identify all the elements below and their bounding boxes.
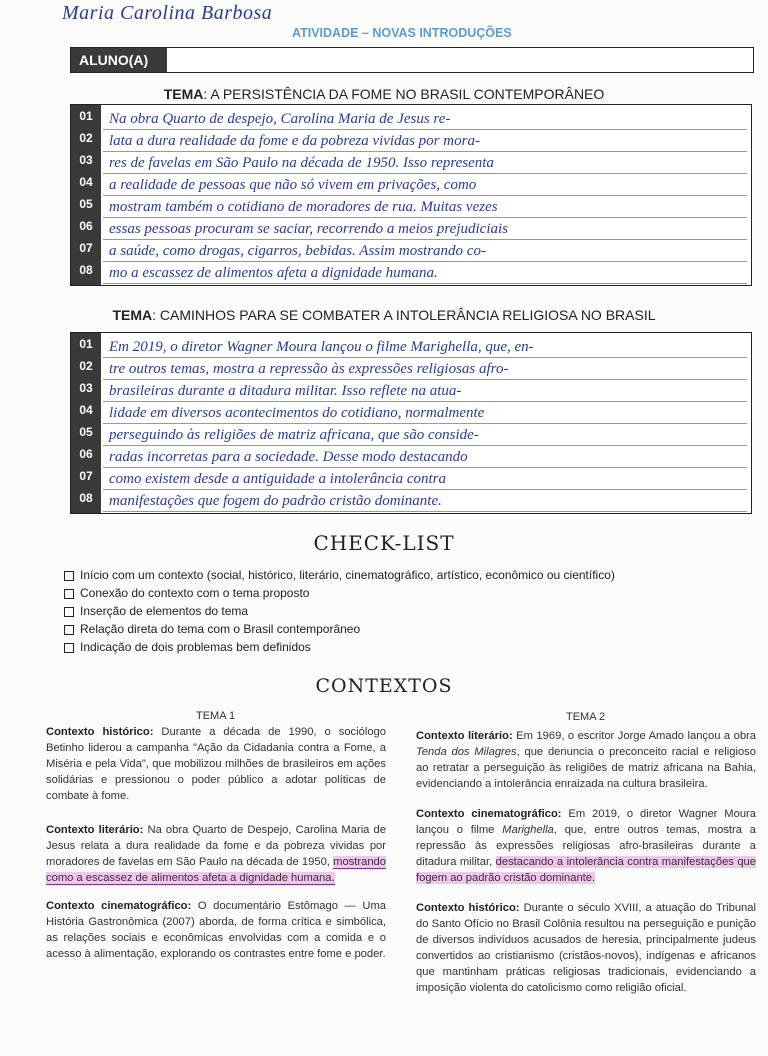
tema1-writing-area[interactable] <box>70 104 752 286</box>
tema1-line: essas pessoas procuram se saciar, recorrendo a meios prejudiciais <box>103 217 747 240</box>
line-number: 01 <box>79 337 93 351</box>
tema2-line: radas incorretas para a sociedade. Desse modo destacando <box>103 445 747 468</box>
tema1-literary-context <box>46 822 386 886</box>
tema2-writing-area[interactable] <box>70 332 752 514</box>
highlighted-text: destacando a intolerância contra manifestações que fogem ao padrão cristão dominante. <box>416 856 756 884</box>
tema2-line-numbers <box>71 333 101 513</box>
line-number: 03 <box>79 381 93 395</box>
activity-title: ATIVIDADE – NOVAS INTRODUÇÕES <box>292 26 512 40</box>
tema2-line: lidade em diversos acontecimentos do cotidiano, normalmente <box>103 401 747 424</box>
checklist-item-label: Relação direta do tema com o Brasil contemporâneo <box>80 622 361 636</box>
context-text: Em 2019, o diretor Wagner Moura lançou o filme <box>416 808 756 836</box>
tema2-line: manifestações que fogem do padrão cristão dominante. <box>103 489 747 512</box>
tema1-title: : A PERSISTÊNCIA DA FOME NO BRASIL CONTEMPORÂNEO <box>203 86 605 102</box>
tema2-title: : CAMINHOS PARA SE COMBATER A INTOLERÂNCIA RELIGIOSA NO BRASIL <box>152 307 656 323</box>
line-number: 04 <box>79 175 93 189</box>
tema2-line: tre outros temas, mostra a repressão às expressões religiosas afro- <box>103 357 747 380</box>
tema2-historical-context <box>416 900 756 996</box>
tema1-line: mostram também o cotidiano de moradores de rua. Muitas vezes <box>103 195 747 218</box>
line-number: 05 <box>79 197 93 211</box>
tema1-heading <box>0 86 768 102</box>
line-number: 01 <box>79 109 93 123</box>
tema1-line: lata a dura realidade da fome e da pobreza vividas por mora- <box>103 129 747 152</box>
tema2-literary-context <box>416 728 756 792</box>
context-text: Durante a década de 1990, o sociólogo Betinho liderou a campanha "Ação da Cidadania contra a Fome, a Miséria e pela Vida", que mobilizou milhões de brasileiros em ações solidárias e pressionou o poder público a adotar políticas de combate à fome. <box>46 726 386 802</box>
tema1-label: TEMA <box>163 86 204 102</box>
contextos-title: CONTEXTOS <box>315 675 453 697</box>
tema1-line-numbers <box>71 105 101 285</box>
tema2-label: TEMA <box>112 307 153 323</box>
line-number: 02 <box>79 131 93 145</box>
tema1-line: Na obra Quarto de despejo, Carolina Maria de Jesus re- <box>103 107 747 130</box>
highlighted-text: mostrando como a escassez de alimentos afeta a dignidade humana. <box>46 856 386 884</box>
tema1-historical-context <box>46 724 386 804</box>
tema2-heading <box>0 307 768 323</box>
line-number: 08 <box>79 491 93 505</box>
checklist-item[interactable] <box>64 622 360 636</box>
context-text: Durante o século XVIII, a atuação do Tribunal do Santo Ofício no Brasil Colônia resultou na perseguição e punição de diversos indivíduos acusados de heresia, principalmente judeus convertidos ao cristianismo (cristãos-novos), indígenas e africanos que mantinham práticas religiosas tradicionais, evidenciando a imposição violenta do catolicismo como religião oficial. <box>416 902 756 994</box>
tema2-line: como existem desde a antiguidade a intolerância contra <box>103 467 747 490</box>
context-text: Em 1969, o escritor Jorge Amado lançou a obra <box>512 730 756 742</box>
checkbox-icon[interactable] <box>64 571 74 581</box>
context-label: Contexto histórico: <box>46 726 154 738</box>
context-text: , que denuncia o preconceito racial e religioso ao retratar a perseguição às religiões de matriz africana na Bahia, evidenciando a intolerância enraizada na cultura brasileira. <box>416 746 756 790</box>
context-label: Contexto cinematográfico: <box>46 900 192 912</box>
context-text: O documentário Estômago — Uma História Gastronômica (2007) aborda, de forma crítica e simbólica, as relações sociais e econômicas envolvidas com a comida e o acesso à alimentação, explorando os contrastes entre fome e poder. <box>46 900 386 960</box>
context-label: Contexto histórico: <box>416 902 520 914</box>
book-title: Tenda dos Milagres <box>416 746 517 758</box>
checklist-item-detail: (social, histórico, literário, cinematográfico, artístico, econômico ou científico) <box>203 568 615 582</box>
tema1-line: a realidade de pessoas que não só vivem em privações, como <box>103 173 747 196</box>
line-number: 04 <box>79 403 93 417</box>
tema2-line: Em 2019, o diretor Wagner Moura lançou o filme Marighella, que, en- <box>103 335 747 358</box>
film-title: Marighella <box>502 824 554 836</box>
checklist-item[interactable] <box>64 568 615 582</box>
line-number: 07 <box>79 241 93 255</box>
checklist-item[interactable] <box>64 586 309 600</box>
checklist-item-label: Conexão do contexto com o tema proposto <box>80 586 310 600</box>
tema1-column-heading: TEMA 1 <box>196 710 236 722</box>
checklist-item[interactable] <box>64 640 311 654</box>
checklist-item-label: Inserção de elementos do tema <box>80 604 249 618</box>
student-name-handwritten: Maria Carolina Barbosa <box>62 2 273 24</box>
line-number: 07 <box>79 469 93 483</box>
checkbox-icon[interactable] <box>64 643 74 653</box>
tema1-cinematographic-context <box>46 898 386 962</box>
context-text: Na obra Quarto de Despejo, Carolina Maria de Jesus relata a dura realidade da fome e da pobreza vividas por moradores de favelas em São Paulo na década de 1950, <box>46 824 386 868</box>
line-number: 06 <box>79 219 93 233</box>
tema2-line: perseguindo às religiões de matriz africana, que são conside- <box>103 423 747 446</box>
checklist-item-label: Indicação de dois problemas bem definidos <box>80 640 311 654</box>
checklist-item[interactable] <box>64 604 248 618</box>
line-number: 08 <box>79 263 93 277</box>
checkbox-icon[interactable] <box>64 589 74 599</box>
context-label: Contexto literário: <box>46 824 144 836</box>
student-label: ALUNO(A) <box>71 48 167 72</box>
student-name-field[interactable] <box>70 47 754 73</box>
line-number: 05 <box>79 425 93 439</box>
line-number: 03 <box>79 153 93 167</box>
line-number: 06 <box>79 447 93 461</box>
tema2-line: brasileiras durante a ditadura militar. Isso reflete na atua- <box>103 379 747 402</box>
checkbox-icon[interactable] <box>64 625 74 635</box>
checkbox-icon[interactable] <box>64 607 74 617</box>
context-label: Contexto cinematográfico: <box>416 808 562 820</box>
tema2-cinematographic-context <box>416 806 756 886</box>
checklist-title: CHECK-LIST <box>313 531 455 555</box>
context-text: , que, entre outros temas, mostra a repressão às expressões religiosas afro-brasileiras durante a ditadura militar, <box>416 824 756 868</box>
tema2-column-heading: TEMA 2 <box>566 711 606 723</box>
context-label: Contexto literário: <box>416 730 513 742</box>
tema1-line: mo a escassez de alimentos afeta a dignidade humana. <box>103 261 747 284</box>
tema1-line: a saúde, como drogas, cigarros, bebidas. Assim mostrando co- <box>103 239 747 262</box>
tema1-line: res de favelas em São Paulo na década de 1950. Isso representa <box>103 151 747 174</box>
checklist-item-label: Início com um contexto <box>80 568 204 582</box>
line-number: 02 <box>79 359 93 373</box>
